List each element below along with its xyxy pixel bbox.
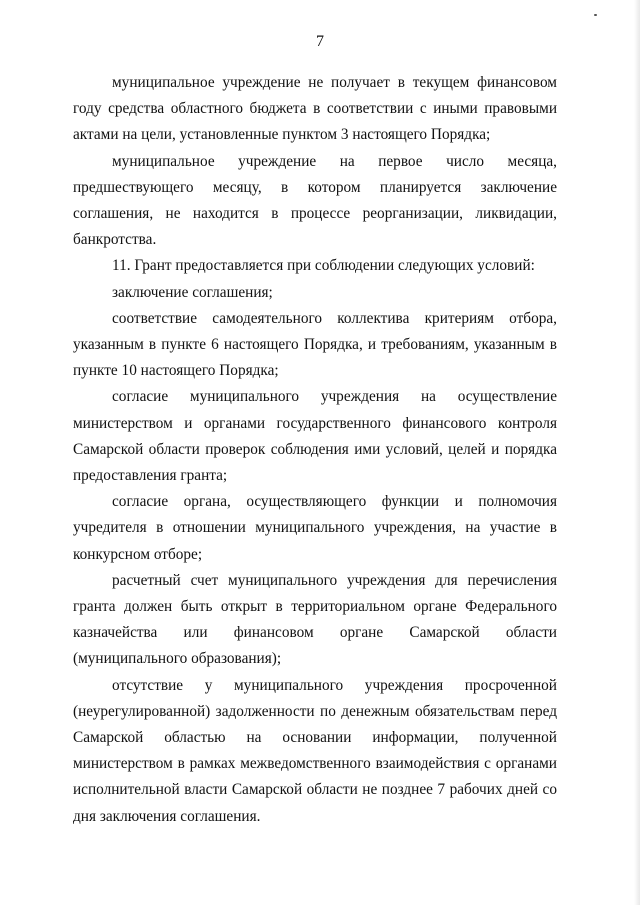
page-number: 7	[316, 33, 324, 50]
scan-speck	[594, 14, 597, 16]
paragraph-criteria-compliance: соответствие самодеятельного коллектива критериям отбора, указанным в пункте 6 настоящего Порядка, и требованиям, указанным в пункте 10 настоящего Порядка;	[73, 309, 557, 380]
paragraph-settlement-account: расчетный счет муниципального учреждения для перечисления гранта должен быть открыт в территориальном органе Федерального казначейства или финансовом органе Самарской области (муниципального образования);	[73, 571, 557, 668]
document-body	[73, 70, 557, 830]
paragraph-founder-consent: согласие органа, осуществляющего функции и полномочия учредителя в отношении муниципального учреждения, на участие в конкурсном отборе;	[73, 493, 557, 563]
paragraph-section-11-heading: 11. Грант предоставляется при соблюдении следующих условий:	[112, 257, 535, 275]
paragraph-no-budget-funds: муниципальное учреждение не получает в текущем финансовом году средства областного бюджета в соответствии с иными правовыми актами на цели, установленные пунктом 3 настоящего Порядка;	[73, 74, 557, 144]
scan-edge-shadow	[634, 0, 640, 905]
paragraph-consent-to-inspections: согласие муниципального учреждения на осуществление министерством и органами государственного финансового контроля Самарской области проверок соблюдения ими условий, целей и порядка предоставления гранта;	[73, 388, 557, 485]
paragraph-not-in-reorganization: муниципальное учреждение на первое число месяца, предшествующего месяцу, в котором планируется заключение соглашения, не находится в процессе реорганизации, ликвидации, банкротства.	[73, 152, 557, 249]
paragraph-no-overdue-debt: отсутствие у муниципального учреждения просроченной (неурегулированной) задолженности по денежным обязательствам перед Самарской областью на основании информации, полученной министерством в рамках межведомственного взаимодействия с органами исполнительной власти Самарской области не позднее 7 рабочих дней со дня заключения соглашения.	[73, 676, 557, 825]
paragraph-agreement-conclusion: заключение соглашения;	[112, 283, 273, 301]
